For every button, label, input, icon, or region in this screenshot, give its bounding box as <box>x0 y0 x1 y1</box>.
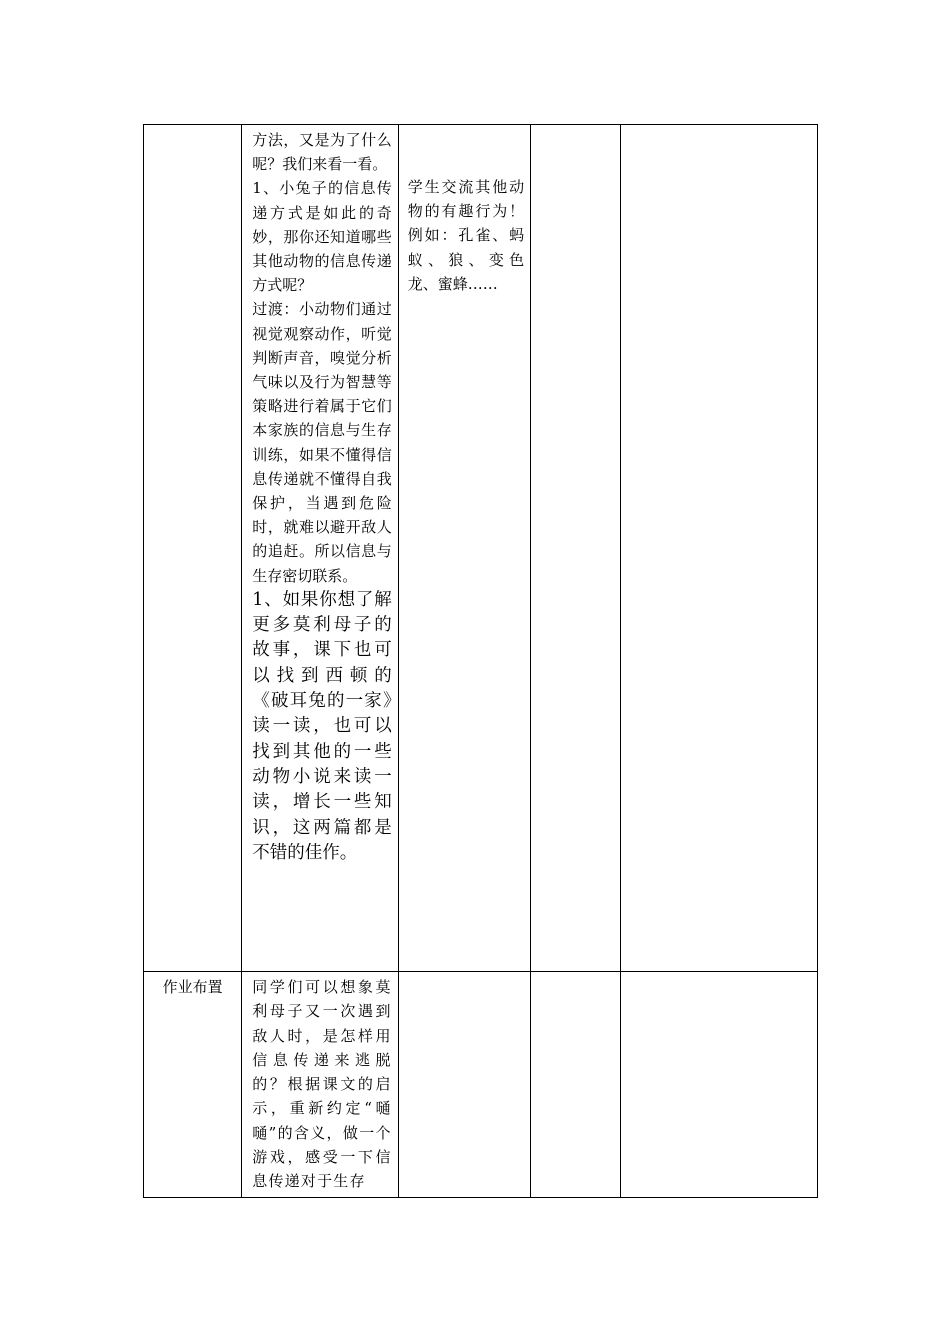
row2-empty-cell-5 <box>621 972 818 1198</box>
row1-label-cell <box>144 125 242 972</box>
row1-empty-cell-4 <box>531 125 621 972</box>
table-row <box>144 125 818 972</box>
row1-activity-cell <box>242 125 398 972</box>
student-activity-text: 学生交流其他动物的有趣行为！例如：孔雀、蚂蚁、狼、变色龙、蜜蜂…… <box>407 178 525 293</box>
homework-text: 同学们可以想象莫利母子又一次遇到敌人时，是怎样用信息传递来逃脱的？根据课文的启示，重新约定“嗵嗵”的含义，做一个游戏，感受一下信息传递对于生存 <box>252 978 392 1191</box>
activity-paragraph-4: 1、如果你想了解更多莫利母子的故事，课下也可以找到西顿的《破耳兔的一家》读一读，也可以找到其他的一些动物小说来读一读，增长一些知识，这两篇都是不错的佳作。 <box>252 589 392 863</box>
homework-label-cell <box>144 972 242 1198</box>
row1-empty-cell-5 <box>621 125 818 972</box>
table-row <box>144 972 818 1198</box>
row1-student-cell <box>398 125 530 972</box>
row2-empty-cell-4 <box>531 972 621 1198</box>
activity-paragraph-2: 1、小兔子的信息传递方式是如此的奇妙，那你还知道哪些其他动物的信息传递方式呢？ <box>252 179 392 295</box>
activity-paragraph-3: 过渡：小动物们通过视觉观察动作，听觉判断声音，嗅觉分析气味以及行为智慧等策略进行着属于它们本家族的信息与生存训练，如果不懂得信息传递就不懂得自我保护，当遇到危险时，就难以避开敌人的追赶。所以信息与生存密切联系。 <box>252 300 392 585</box>
activity-paragraph-1: 方法，又是为了什么呢？我们来看一看。 <box>252 131 392 174</box>
homework-content-cell <box>242 972 398 1198</box>
lesson-plan-table <box>143 124 818 1198</box>
row2-empty-cell-3 <box>398 972 530 1198</box>
homework-label: 作业布置 <box>162 978 223 996</box>
